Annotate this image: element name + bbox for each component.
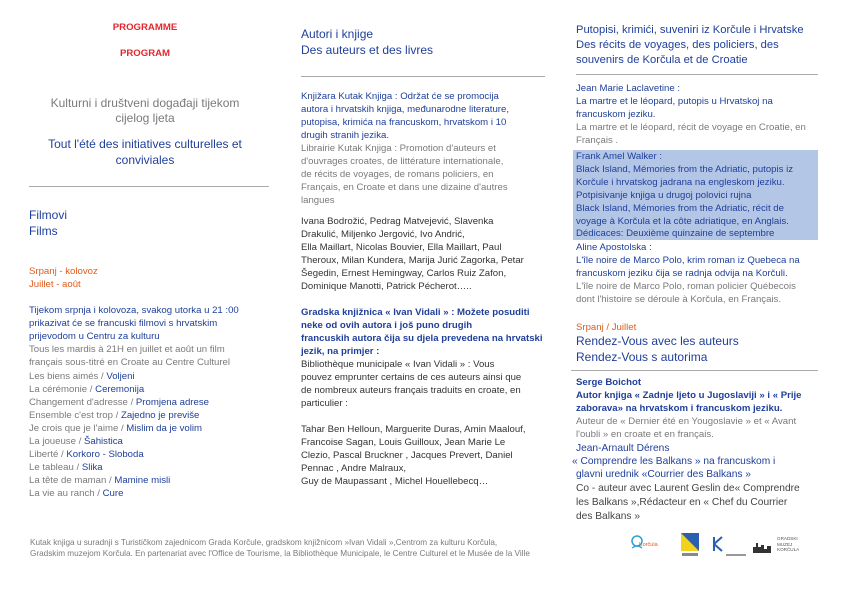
film-item xyxy=(29,384,144,397)
film-title-fr: Les biens aimés / xyxy=(29,371,107,382)
film-item xyxy=(29,475,170,488)
walker-5: Black Island, Mémories from the Adriatic, récit de xyxy=(576,203,784,214)
derens-3: glavni urednik «Courrier des Balkans » xyxy=(576,469,751,480)
rendezvous-title-hr: Rendez-Vous s autorima xyxy=(576,350,708,364)
apostolska-hr-1: Aline Apostolska : xyxy=(576,242,652,253)
film-item xyxy=(29,397,209,410)
period-fr: Juillet - août xyxy=(29,279,81,290)
authors-heading-hr: Autori i knjige xyxy=(301,27,374,41)
laclavetine-hr-3: francuskom jeziku. xyxy=(576,109,656,120)
author-list-b-2: Francoise Sagan, Louis Guilloux, Jean Marie Le xyxy=(301,437,506,448)
walker-4: Potpisivanje knjiga u drugoj polovici rujna xyxy=(576,190,752,201)
film-title-hr: Promjena adrese xyxy=(135,397,209,408)
film-title-hr: Cure xyxy=(102,488,124,499)
film-title-fr: Ensemble c'est trop / xyxy=(29,410,121,421)
tourist-board-logo xyxy=(629,533,657,559)
author-list-b-4: Pennac , Andre Malraux, xyxy=(301,463,407,474)
culture-center-logo xyxy=(712,536,724,552)
library-hr-3: francuskih autora čija su djela prevedena na hrvatski xyxy=(301,333,543,344)
film-item xyxy=(29,371,135,384)
film-title-hr: Ceremonija xyxy=(95,384,145,395)
kutak-hr-2: autora i hrvatskih knjiga, međunarodne literature, xyxy=(301,104,509,115)
films-desc-hr-2: prikazivat će se francuski filmovi s hrvatskim xyxy=(29,318,218,329)
walker-7: Dédicaces: Deuxième quinzaine de septembre xyxy=(576,228,775,239)
kutak-fr-2: d'ouvrages croates, de littérature internationale, xyxy=(301,156,504,167)
boichot-1: Serge Boichot xyxy=(576,377,642,388)
film-title-fr: La joueuse / xyxy=(29,436,84,447)
laclavetine-hr-1: Jean Marie Laclavetine : xyxy=(576,83,680,94)
author-list-b-3: Clezio, Pascal Bruckner , Jacques Prevert, Daniel xyxy=(301,450,513,461)
rendezvous-period: Srpanj / Juillet xyxy=(576,322,637,333)
section-filmovi: Filmovi xyxy=(29,208,67,222)
boichot-2: Autor knjiga « Zadnje ljeto u Jugoslaviji » i « Prije xyxy=(576,390,802,401)
author-list-6: Dominique Manotti, Patrick Pécherot….. xyxy=(301,281,472,292)
footer-line-2: Gradskim muzejom Korčula. En partenariat avec l'Office de Tourisme, la Bibliothèque Municipale, le Centre Culturel et le Musée de la Ville xyxy=(30,549,530,558)
walker-3: Korčule i hrvatskog jadrana na engleskom jeziku. xyxy=(576,177,785,188)
film-title-fr: Je crois que je l'aime / xyxy=(29,423,127,434)
apostolska-fr-1: L'île noire de Marco Polo, roman policier Québecois xyxy=(576,281,796,292)
author-list-3: Ella Maillart, Nicolas Bouvier, Ella Maillart, Paul xyxy=(301,242,502,253)
film-title-hr: Korkoro - Sloboda xyxy=(66,449,144,460)
walker-6: voyage à Korčula et la côte adriatique, en Anglais. xyxy=(576,216,789,227)
author-list-1: Ivana Bodrožić, Pedrag Matvejević, Slavenka xyxy=(301,216,494,227)
film-title-hr: Slika xyxy=(81,462,103,473)
title-program: PROGRAM xyxy=(119,48,171,59)
kutak-hr-4: drugih stranih jezika. xyxy=(301,130,389,141)
kutak-hr-1: Knjižara Kutak Knjiga : Održat će se promocija xyxy=(301,91,499,102)
city-museum-logo-line-1: GRADSKI xyxy=(777,536,798,541)
film-title-fr: La tête de maman / xyxy=(29,475,115,486)
apostolska-hr-2: L'île noire de Marco Polo, krim roman iz Quebeca na xyxy=(576,255,800,266)
derens-fr-1: Co - auteur avec Laurent Geslin de« Comprendre xyxy=(576,483,800,494)
author-list-4: Theroux, Milan Kundera, Marija Jurić Zagorka, Petar xyxy=(301,255,524,266)
films-desc-fr-1: Tous les mardis à 21H en juillet et août un film xyxy=(29,344,225,355)
apostolska-fr-2: dont l'histoire se déroule à Korčula, en Français. xyxy=(576,294,782,305)
laclavetine-hr-2: La martre et le léopard, putopis u Hrvatskoj na xyxy=(576,96,773,107)
film-item xyxy=(29,488,123,501)
travel-heading-2: Des récits de voyages, des policiers, des xyxy=(576,39,779,51)
intro-hr-2: cijelog ljeta xyxy=(115,111,175,125)
city-museum-logo xyxy=(777,536,807,558)
library-fr-2: pouvez emprunter certains de ces auteurs ainsi que xyxy=(301,372,522,383)
kutak-fr-4: Français, en Croate et dans une dizaine d'autres xyxy=(301,182,508,193)
tourist-board-logo-text: Korčula xyxy=(639,542,658,548)
library-hr-1: Gradska knjižnica « Ivan Vidali » : Možete posuditi xyxy=(301,307,530,318)
divider xyxy=(571,370,818,371)
section-films: Films xyxy=(29,224,58,238)
film-item xyxy=(29,436,123,449)
travel-heading-1: Putopisi, krimići, suveniri iz Korčule i Hrvatske xyxy=(576,24,804,36)
derens-1: Jean-Arnault Dérens xyxy=(576,443,670,454)
authors-heading-fr: Des auteurs et des livres xyxy=(301,43,434,57)
intro-hr-1: Kulturni i društveni događaji tijekom xyxy=(50,96,240,110)
film-title-fr: Le tableau / xyxy=(29,462,82,473)
derens-fr-2: les Balkans »,Rédacteur en « Chef du Courrier xyxy=(576,497,788,508)
derens-2: « Comprendre les Balkans » na francuskom i xyxy=(572,456,776,467)
museum-building-logo xyxy=(752,540,772,554)
author-list-2: Drakulić, Miljenko Jergović, Ivo Andrić, xyxy=(301,229,465,240)
author-list-b-1: Tahar Ben Helloun, Marguerite Duras, Amin Maalouf, xyxy=(301,424,526,435)
film-title-hr: Mislim da je volim xyxy=(126,423,202,434)
boichot-fr-1: Auteur de « Dernier été en Yougoslavie » et « Avant xyxy=(576,416,797,427)
divider xyxy=(301,76,545,77)
library-hr-2: neke od ovih autora i još puno drugih xyxy=(301,320,473,331)
kutak-fr-3: de récits de voyages, de romans policiers, en xyxy=(301,169,494,180)
walker-2: Black Island, Mémories from the Adriatic, putopis iz xyxy=(576,164,794,175)
apostolska-hr-3: francuskom jeziku čija se radnja odvija na Korčuli. xyxy=(576,268,788,279)
film-title-hr: Voljeni xyxy=(106,371,135,382)
film-title-hr: Mamine misli xyxy=(114,475,171,486)
film-item xyxy=(29,449,144,462)
film-title-fr: La cérémonie / xyxy=(29,384,96,395)
footer-line-1: Kutak knjiga u suradnji s Turističkom zajednicom Grada Korčule, gradskom knjižnicom »Ivan Vidali »,Centrom za kulturu Korčula, xyxy=(30,538,498,547)
rendezvous-title-fr: Rendez-Vous avec les auteurs xyxy=(576,334,739,348)
film-item xyxy=(29,423,202,436)
library-fr-1: Bibliothèque municipale « Ivan Vidali » : Vous xyxy=(301,359,495,370)
library-hr-4: jezik, na primjer : xyxy=(301,346,380,357)
title-programme: PROGRAMME xyxy=(112,22,178,33)
city-museum-logo-line-2: MUZEJ xyxy=(777,541,793,547)
film-item xyxy=(29,462,103,475)
laclavetine-fr-1: La martre et le léopard, récit de voyage en Croatie, en xyxy=(576,122,806,133)
films-desc-hr-1: Tijekom srpnja i kolovoza, svakog utorka u 21 :00 xyxy=(29,305,239,316)
partner-wordmark-logo xyxy=(726,544,746,548)
film-item xyxy=(29,410,199,423)
walker-1: Frank Amel Walker : xyxy=(576,151,663,162)
film-title-hr: Šahistica xyxy=(83,436,123,447)
library-fr-3: de nombreux auteurs français traduits en croate, en xyxy=(301,385,521,396)
kutak-fr-1: Librairie Kutak Knjiga : Promotion d'auteurs et xyxy=(301,143,496,154)
films-desc-hr-3: prijevodom u Centru za kulturu xyxy=(29,331,160,342)
film-title-hr: Zajedno je previše xyxy=(120,410,200,421)
intro-fr-2: conviviales xyxy=(115,153,175,167)
divider xyxy=(29,186,269,187)
period-hr: Srpanj - kolovoz xyxy=(29,266,98,277)
kutak-fr-5: langues xyxy=(301,195,335,206)
kutak-hr-3: putopisa, krimića na francuskom, hrvatskom i 10 xyxy=(301,117,507,128)
intro-fr-1: Tout l'été des initiatives culturelles et xyxy=(48,137,242,151)
library-logo xyxy=(680,532,700,558)
divider xyxy=(576,74,818,75)
library-fr-4: particulier : xyxy=(301,398,348,409)
films-desc-fr-2: français sous-titré en Croate au Centre Culturel xyxy=(29,357,231,368)
laclavetine-fr-2: Français . xyxy=(576,135,619,146)
city-museum-logo-line-3: KORČULA xyxy=(777,547,800,552)
film-title-fr: Changement d'adresse / xyxy=(29,397,136,408)
boichot-fr-2: l'oubli » en croate et en français. xyxy=(576,429,714,440)
travel-heading-3: souvenirs de Korčula et de Croatie xyxy=(576,54,748,66)
author-list-b-5: Guy de Maupassant , Michel Houellebecq… xyxy=(301,476,489,487)
film-title-fr: Liberté / xyxy=(29,449,67,460)
author-list-5: Šegedin, Ernest Hemingway, Carlos Ruiz Zafon, xyxy=(301,268,507,279)
film-title-fr: La vie au ranch / xyxy=(29,488,103,499)
derens-fr-3: des Balkans » xyxy=(576,511,640,522)
boichot-3: zaborava» na hrvatskom i francuskom jeziku. xyxy=(576,403,783,414)
